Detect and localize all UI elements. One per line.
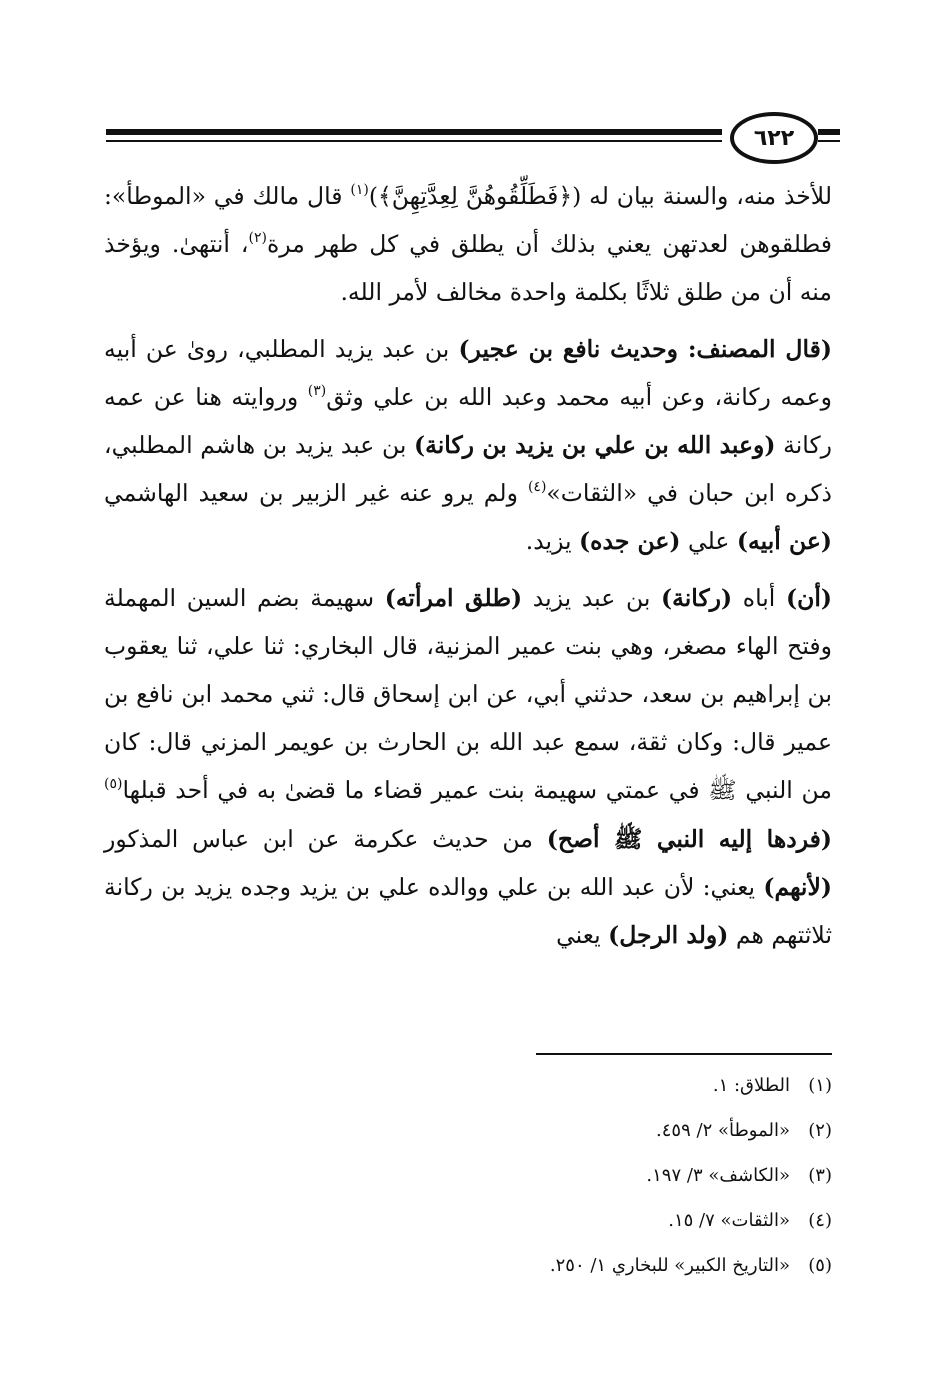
footnote-number: (٣) — [808, 1165, 832, 1186]
footnote-text: «التاريخ الكبير» للبخاري ١/ ٢٥٠. — [549, 1255, 790, 1276]
text-segment: وروايته هنا عن عمه ركانة — [104, 382, 832, 460]
header-rule-thin — [106, 140, 722, 142]
bold-segment: (لأنهم) — [763, 872, 832, 901]
footnote-ref: (٢) — [248, 230, 267, 247]
footnote-number: (٥) — [808, 1255, 832, 1276]
footnotes — [332, 1063, 832, 1288]
page-header — [106, 112, 840, 168]
header-rule-tail-thin — [818, 140, 840, 142]
page-number: ٦٢٢ — [730, 112, 818, 164]
text-segment: قال مالك في «الموطأ»: فطلقوهن لعدتهن يعني بذلك أن يطلق في كل طهر مرة — [104, 182, 832, 259]
text-segment: يعني — [556, 921, 609, 950]
bold-segment: (وعبد الله بن علي بن يزيد بن ركانة) — [414, 431, 776, 460]
bold-segment: (عن أبيه) — [736, 527, 832, 556]
bold-segment: (قال المصنف: وحديث نافع بن عجير) — [458, 334, 832, 363]
footnote-ref: (٥) — [104, 776, 123, 793]
footnote-divider — [536, 1053, 832, 1055]
header-rule-tail-thick — [818, 129, 840, 135]
body-text — [104, 172, 832, 959]
text-segment: من حديث عكرمة عن ابن عباس المذكور — [104, 824, 547, 853]
bold-segment: (طلق امرأته) — [384, 583, 523, 612]
text-segment: ولم يرو عنه غير الزبير بن سعيد الهاشمي — [104, 479, 528, 508]
bold-segment: (ركانة) — [661, 583, 733, 612]
footnote-text: «الثقات» ٧/ ١٥. — [668, 1210, 790, 1231]
text-segment: يعني: لأن عبد الله بن علي ووالده علي بن يزيد وجده يزيد بن ركانة ثلاثتهم هم — [104, 872, 832, 950]
text-segment: ، أنتهىٰ. ويؤخذ منه أن من طلق ثلاثًا بكلمة واحدة مخالف لأمر الله. — [104, 230, 832, 307]
paragraph — [104, 172, 832, 317]
bold-segment: (فردها إليه النبي ﷺ أصح) — [546, 824, 833, 853]
bold-segment: (ولد الرجل) — [608, 921, 729, 950]
footnote — [332, 1063, 832, 1108]
bold-segment: (عن جده) — [579, 527, 681, 556]
paragraph — [104, 574, 832, 960]
text-segment: علي — [680, 527, 737, 556]
footnote — [332, 1153, 832, 1198]
footnote-text: «الموطأ» ٢/ ٤٥٩. — [656, 1120, 790, 1141]
footnote — [332, 1198, 832, 1243]
text-segment: بن عبد يزيد — [522, 583, 662, 612]
text-segment: أباه — [732, 583, 786, 612]
footnote — [332, 1108, 832, 1153]
footnote-text: الطلاق: ١. — [712, 1075, 790, 1096]
footnote-ref: (٤) — [527, 479, 547, 496]
footnote-text: «الكاشف» ٣/ ١٩٧. — [646, 1165, 790, 1186]
text-segment: بن عبد يزيد بن هاشم المطلبي، ذكره ابن حبان في «الثقات» — [104, 431, 832, 508]
text-segment: يزيد. — [525, 527, 580, 556]
text-segment: للأخذ منه، والسنة بيان له (﴿فَطَلِّقُوهُنَّ لِعِدَّتِهِنَّ﴾) — [368, 182, 832, 210]
footnote — [332, 1243, 832, 1288]
bold-segment: (أن) — [785, 583, 833, 612]
paragraph — [104, 325, 832, 566]
footnote-ref: (١) — [350, 182, 369, 198]
footnote-number: (٤) — [808, 1210, 832, 1231]
header-rule-thick — [106, 129, 722, 135]
footnote-ref: (٣) — [307, 382, 327, 399]
footnote-number: (٢) — [808, 1120, 832, 1141]
text-segment: سهيمة بضم السين المهملة وفتح الهاء مصغر، وهي بنت عمير المزنية، قال البخاري: ثنا علي، ثنا يعقوب بن إبراهيم بن سعد، حدثني أبي، عن ابن إسحاق قال: ثني محمد ابن نافع بن عمير قال: وكان ثقة، سمع عبد الله بن الحارث بن عويمر المزني قال: كان من النبي ﷺ في عمتي سهيمة بنت عمير قضاء ما قضىٰ به في أحد قبلها — [104, 583, 832, 805]
text-segment: بن عبد يزيد المطلبي، روىٰ عن أبيه وعمه ركانة، وعن أبيه محمد وعبد الله بن علي وثق — [104, 334, 833, 411]
footnote-number: (١) — [808, 1075, 832, 1096]
